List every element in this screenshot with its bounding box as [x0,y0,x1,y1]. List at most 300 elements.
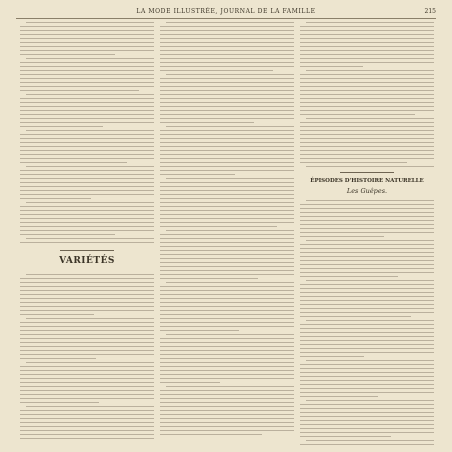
text-line [160,398,294,399]
text-line [160,182,294,183]
text-line [160,198,294,199]
column-left [20,22,154,446]
text-line [160,378,294,379]
page-number: 215 [424,8,436,15]
text-line [26,94,154,95]
text-line [300,288,434,289]
text-line [20,26,154,27]
text-line [160,242,294,243]
text-line [160,226,277,227]
text-line [20,378,154,379]
text-line [300,78,434,79]
text-line [300,42,434,43]
text-line [160,30,294,31]
text-line [160,166,294,167]
text-line [160,150,294,151]
text-line [20,350,154,351]
section-divider [60,250,114,251]
text-line [20,102,154,103]
running-title: LA MODE ILLUSTRÉE, JOURNAL DE LA FAMILLE [136,8,316,15]
text-line [160,114,294,115]
text-line [300,150,434,151]
text-line [20,330,154,331]
text-line [300,296,434,297]
text-line [20,54,115,55]
text-line [160,170,294,171]
text-line [300,162,407,163]
text-line [160,382,220,383]
text-line [160,410,294,411]
section-subtitle-guepes: Les Guêpes. [346,187,388,195]
text-line [160,98,294,99]
text-line [300,38,434,39]
text-line [26,238,154,239]
text-line [20,162,127,163]
text-line [20,298,154,299]
text-line [166,126,294,127]
text-line [160,70,273,71]
text-line [300,212,434,213]
text-line [300,284,434,285]
text-line [160,262,294,263]
text-line [160,66,294,67]
text-line [300,86,434,87]
text-line [20,334,154,335]
text-line [20,230,154,231]
text-line [160,138,294,139]
text-block [160,22,294,438]
text-line [160,26,294,27]
text-line [160,210,294,211]
text-line [300,50,434,51]
text-line [300,268,434,269]
text-line [300,220,434,221]
text-line [300,348,434,349]
text-line [166,74,294,75]
text-line [160,110,294,111]
text-line [20,90,139,91]
text-line [300,436,391,437]
text-line [300,158,434,159]
text-line [20,338,154,339]
text-line [20,210,154,211]
text-line [160,342,294,343]
text-line [300,372,434,373]
text-line [20,358,96,359]
text-line [20,198,91,199]
text-line [306,280,434,281]
text-line [300,324,434,325]
text-line [20,354,154,355]
text-line [20,398,154,399]
text-line [20,438,154,439]
text-line [20,302,154,303]
text-line [160,190,294,191]
text-line [20,114,154,115]
text-line [160,362,294,363]
text-line [300,34,434,35]
text-line [300,98,434,99]
text-line [160,102,294,103]
text-line [300,204,434,205]
text-line [300,444,434,445]
text-line [160,58,294,59]
section-divider [340,172,394,173]
text-line [300,260,434,261]
text-line [20,150,154,151]
text-line [160,186,294,187]
text-line [160,118,294,119]
text-line [20,122,154,123]
text-line [306,70,434,71]
text-line [160,390,294,391]
text-line [300,424,434,425]
text-line [166,282,294,283]
text-line [300,236,384,237]
text-line [300,232,434,233]
text-line [20,434,154,435]
text-line [300,58,434,59]
text-line [26,202,154,203]
text-line [306,200,434,201]
text-line [300,228,434,229]
text-line [300,252,434,253]
text-line [300,30,434,31]
text-line [160,286,294,287]
text-line [300,122,434,123]
text-line [160,314,294,315]
text-line [20,366,154,367]
text-line [20,74,154,75]
text-line [166,386,294,387]
text-line [20,382,154,383]
text-line [160,238,294,239]
text-line [20,134,154,135]
text-line [300,110,434,111]
text-line [160,270,294,271]
text-line [26,166,154,167]
text-line [306,166,434,167]
text-line [300,248,434,249]
text-line [300,304,434,305]
text-block [20,274,154,442]
text-line [20,410,154,411]
text-line [300,388,434,389]
text-line [300,300,434,301]
text-line [300,432,434,433]
text-line [160,402,294,403]
text-line [20,182,154,183]
text-line [300,364,434,365]
text-line [20,426,154,427]
text-line [20,278,154,279]
text-line [160,86,294,87]
text-line [160,54,294,55]
text-line [160,346,294,347]
text-line [300,94,434,95]
text-line [300,142,434,143]
text-line [160,434,262,435]
text-line [20,38,154,39]
text-line [20,282,154,283]
text-line [300,396,378,397]
section-heading-varietes: VARIÉTÉS [59,256,115,266]
text-line [20,158,154,159]
text-line [160,50,294,51]
text-line [20,342,154,343]
text-line [20,326,154,327]
text-line [20,234,115,235]
text-line [20,206,154,207]
text-line [300,264,434,265]
text-line [160,222,294,223]
text-line [20,66,154,67]
text-line [20,34,154,35]
text-line [20,418,154,419]
text-line [300,272,434,273]
text-line [300,126,434,127]
text-line [300,328,434,329]
text-line [20,154,154,155]
text-line [160,202,294,203]
column-middle [160,22,294,446]
text-line [20,190,154,191]
text-line [20,370,154,371]
text-line [300,308,434,309]
text-line [160,38,294,39]
text-line [20,390,154,391]
text-line [20,322,154,323]
text-line [20,62,154,63]
text-line [300,352,434,353]
text-line [160,154,294,155]
text-line [300,332,434,333]
text-line [20,314,94,315]
text-line [160,258,294,259]
text-line [300,404,434,405]
text-line [300,256,434,257]
text-line [26,318,154,319]
text-line [20,106,154,107]
text-line [300,62,434,63]
text-line [306,240,434,241]
text-line [20,138,154,139]
page-header [16,6,436,19]
text-line [20,170,154,171]
text-line [20,110,154,111]
text-line [306,320,434,321]
text-line [160,394,294,395]
text-line [20,46,154,47]
text-line [160,302,294,303]
text-line [300,380,434,381]
text-line [26,130,154,131]
text-line [26,274,154,275]
text-line [300,224,434,225]
text-line [306,400,434,401]
text-line [300,368,434,369]
text-line [20,70,154,71]
text-line [20,402,99,403]
text-line [300,154,434,155]
text-line [20,142,154,143]
text-line [20,42,154,43]
text-line [300,46,434,47]
text-line [20,218,154,219]
text-line [300,82,434,83]
text-line [160,274,294,275]
text-line [20,242,154,243]
text-line [160,406,294,407]
text-line [160,34,294,35]
text-line [160,322,294,323]
text-line [300,376,434,377]
text-line [160,94,294,95]
text-line [20,214,154,215]
text-line [20,294,154,295]
text-line [20,286,154,287]
text-line [306,22,434,23]
text-line [160,422,294,423]
text-line [20,226,154,227]
text-line [160,350,294,351]
text-line [160,78,294,79]
text-line [160,418,294,419]
text-line [160,294,294,295]
text-line [20,346,154,347]
text-line [20,222,154,223]
text-line [300,138,434,139]
text-line [160,318,294,319]
text-line [20,118,154,119]
text-line [160,130,294,131]
text-line [166,178,294,179]
text-line [160,266,294,267]
text-line [20,194,154,195]
text-line [160,414,294,415]
text-line [160,42,294,43]
text-line [300,114,415,115]
text-line [160,298,294,299]
text-line [300,130,434,131]
text-line [160,234,294,235]
text-line [300,102,434,103]
text-line [20,374,154,375]
text-line [300,344,434,345]
text-line [20,78,154,79]
text-line [160,146,294,147]
text-line [26,22,154,23]
text-line [160,430,294,431]
text-line [160,206,294,207]
text-line [20,430,154,431]
text-line [300,146,434,147]
text-line [20,306,154,307]
text-line [20,394,154,395]
text-line [300,276,398,277]
text-line [300,208,434,209]
text-line [20,178,154,179]
text-line [160,46,294,47]
text-line [20,290,154,291]
text-line [160,162,294,163]
text-line [300,408,434,409]
text-line [20,386,154,387]
text-line [300,316,411,317]
text-line [20,174,154,175]
text-line [300,416,434,417]
text-line [160,366,294,367]
text-line [300,420,434,421]
text-line [26,406,154,407]
text-line [300,54,434,55]
text-line [20,310,154,311]
text-line [300,336,434,337]
text-line [300,216,434,217]
text-line [300,26,434,27]
text-line [160,358,294,359]
text-line [160,330,239,331]
text-line [160,426,294,427]
text-block [300,200,434,446]
text-line [160,134,294,135]
text-line [160,278,258,279]
text-line [20,82,154,83]
text-line [160,106,294,107]
text-line [160,370,294,371]
text-line [160,306,294,307]
text-line [160,62,294,63]
text-line [306,118,434,119]
text-line [20,146,154,147]
text-line [20,98,154,99]
text-line [160,214,294,215]
text-line [160,218,294,219]
text-line [160,290,294,291]
text-line [300,74,434,75]
text-block [20,22,154,246]
text-line [160,374,294,375]
text-line [300,244,434,245]
text-line [20,86,154,87]
text-line [20,422,154,423]
text-line [300,356,364,357]
text-line [166,22,294,23]
text-line [300,384,434,385]
text-line [26,58,154,59]
text-line [300,134,434,135]
text-line [300,392,434,393]
text-line [20,50,154,51]
column-right [300,22,434,446]
text-line [300,106,434,107]
text-line [160,142,294,143]
text-line [166,334,294,335]
text-line [160,82,294,83]
text-line [20,186,154,187]
text-line [20,414,154,415]
text-line [300,66,363,67]
text-line [26,362,154,363]
text-line [160,90,294,91]
text-line [300,90,434,91]
section-heading-episodes: ÉPISODES D'HISTOIRE NATURELLE [310,178,424,184]
text-line [160,246,294,247]
text-line [300,340,434,341]
text-line [20,30,154,31]
text-line [160,174,235,175]
text-line [160,122,254,123]
